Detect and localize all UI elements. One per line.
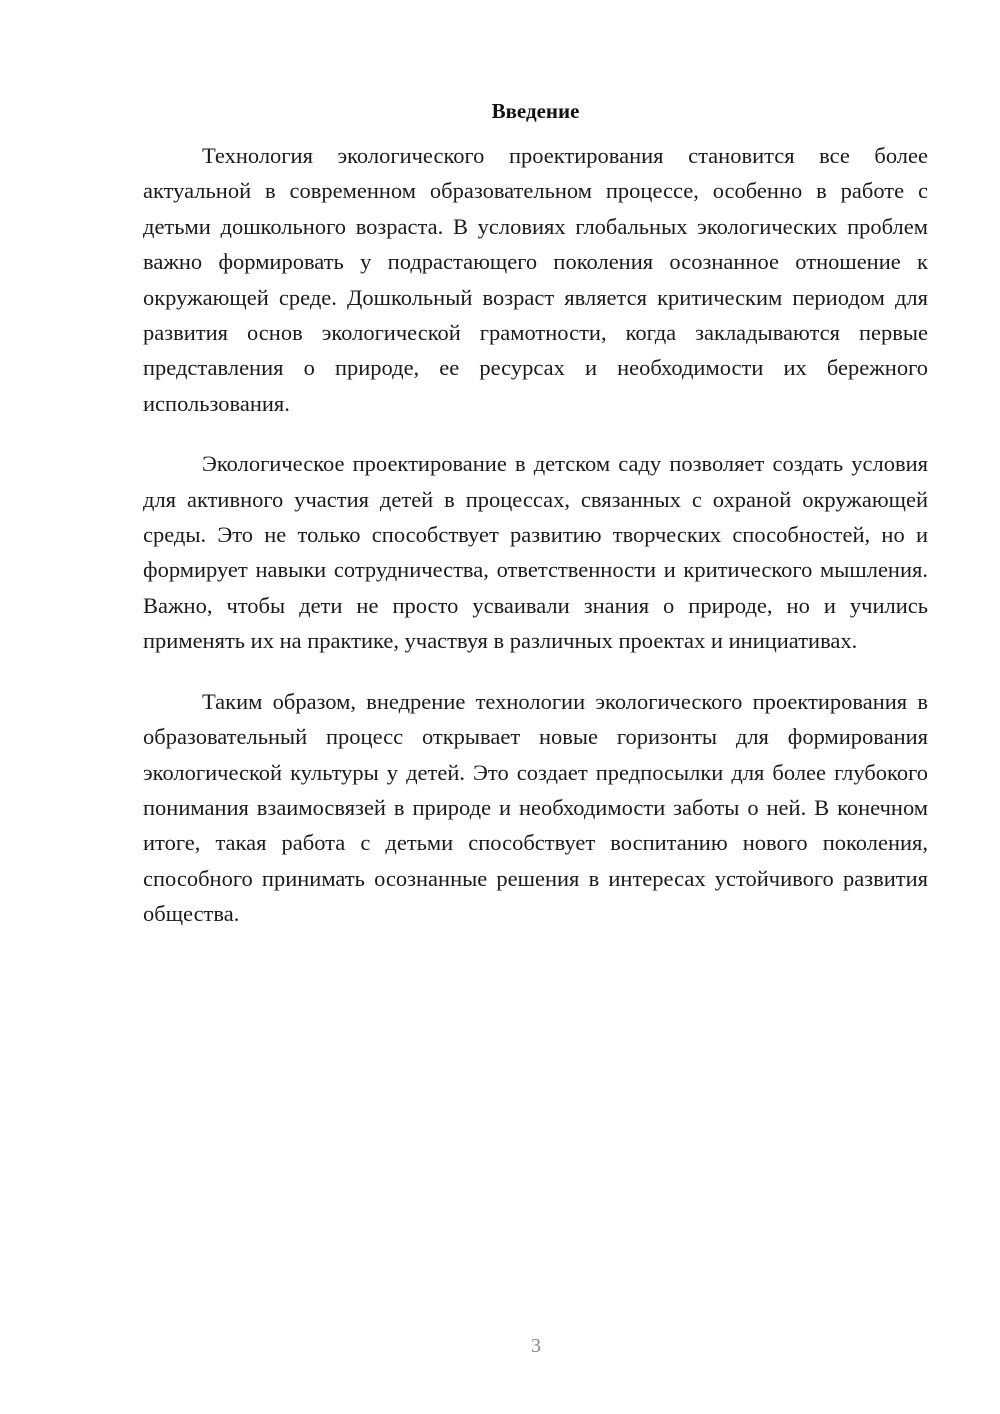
paragraph-1: Технология экологического проектирования становится все более актуальной в современном образовательном процессе, особенно в работе с детьми дошкольного возраста. В условиях глобальных экологических проблем важно формировать у подрастающего поколения осознанное отношение к окружающей среде. Дошкольный возраст является критическим периодом для развития основ экологической грамотности, когда закладываются первые представления о природе, ее ресурсах и необходимости их бережного использования. — [143, 143, 928, 416]
document-body — [143, 96, 928, 957]
paragraph-3: Таким образом, внедрение технологии экологического проектирования в образовательный процесс открывает новые горизонты для формирования экологической культуры у детей. Это создает предпосылки для более глубокого понимания взаимосвязей в природе и необходимости заботы о ней. В конечном итоге, такая работа с детьми способствует воспитанию нового поколения, способного принимать осознанные решения в интересах устойчивого развития общества. — [143, 688, 928, 927]
paragraph-2: Экологическое проектирование в детском саду позволяет создать условия для активного участия детей в процессах, связанных с охраной окружающей среды. Это не только способствует развитию творческих способностей, но и формирует навыки сотрудничества, ответственности и критического мышления. Важно, чтобы дети не просто усваивали знания о природе, но и учились применять их на практике, участвуя в различных проектах и инициативах. — [143, 451, 928, 654]
section-heading: Введение — [491, 99, 580, 123]
page-number: 3 — [531, 1335, 541, 1357]
